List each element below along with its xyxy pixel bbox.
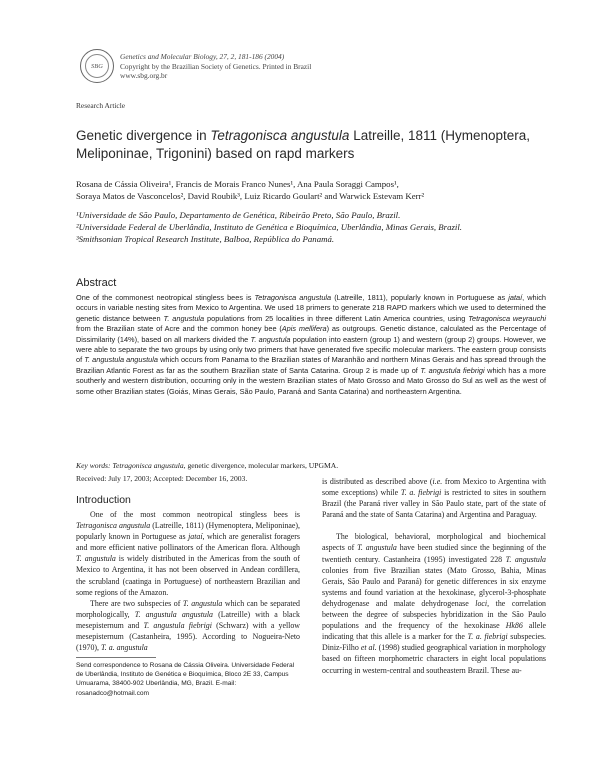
journal-logo [80,49,114,83]
body-text: is distributed as described above ( [322,477,433,486]
column-left [76,509,300,653]
intro-paragraph-1 [76,509,300,598]
species-name: Tetragonisca weyrauchi [468,313,546,323]
species-name: Tetragonisca angustula [254,293,332,302]
abstract-text: from the Brazilian state of Acre and the common honey bee ( [76,324,282,334]
affiliation-3: ³Smithsonian Tropical Research Institute, Balboa, República do Panamá. [76,233,335,244]
species-name: T. angustula [250,334,291,344]
abstract-text: , which occurs in variable nesting sites from Mexico to Argentina. We used 18 primers to generate 218 RAPD markers which we used to determined the genetic distance between [76,293,547,323]
species-name: T. a. fiebrigi [400,488,442,498]
species-name: T. a. angustula [100,643,148,653]
common-name: jataí [188,532,203,542]
term: loci [475,598,488,608]
introduction-heading: Introduction [76,494,131,506]
authors-line-1: Rosana de Cássia Oliveira¹, Francis de Morais Franco Nunes¹, Ana Paula Soraggi Campos¹, [76,179,399,189]
affiliations [76,210,546,245]
body-text: (1998) studied geographical variation in morphology based on fifteen morphometric characters in eight local populations occurring in western-central and southeastern Brazil. These au- [322,643,546,675]
keywords [76,461,546,470]
species-name: Tetragonisca angustula [76,521,151,531]
allele-name: Hk86 [505,621,523,631]
column-right [322,476,546,676]
body-text: which can be separated morphologically, [76,598,300,619]
intro-paragraph-3 [322,476,546,520]
body-text: The biological, behavioral, morphological and biochemical aspects of [322,532,546,553]
body-text: colonies from five Brazilian states (Mato Grosso, Bahia, Minas Gerais, São Paulo and Paraná) for genetic differences in six enzyme systems and found variation at the hexokinase, glycerol-3-phosphate dehydrogenase and malate dehydrogenase [322,565,546,608]
body-text: from Mexico to Argentina with some exceptions) while [322,477,546,498]
abbreviation: i.e. [432,477,443,486]
common-name: jataí [508,293,523,302]
species-name: Apis mellifera [281,324,327,334]
body-text: (Latreille, 1811) (Hymenoptera, Meliponinae), popularly known in Portuguese as [76,521,300,542]
species-name: T. angustula fiebrigi [420,365,485,375]
article-type: Research Article [76,101,126,110]
title-text-1: Genetic divergence in [76,128,211,143]
copyright-line: Copyright by the Brazilian Society of Genetics. Printed in Brazil [120,61,312,71]
abstract-text: populations from 25 localities in three different Latin America countries, using [204,313,469,323]
species-name: T. angustula angustula [134,609,213,619]
body-text: subspecies. Diniz-Filho [322,632,547,653]
species-name: T. angustula [76,554,116,564]
intro-paragraph-2 [76,598,300,653]
footnote-divider [76,657,156,658]
journal-citation: Genetics and Molecular Biology, 27, 2, 181-186 (2004) [120,52,285,61]
abstract-text: population into eastern (group 1) and western (group 2) groups. However, we were able to separate the two groups by using only two primers that have generated five specific molecular markers. The eastern group consists of [76,334,546,365]
body-text: , the correlation between the degree of subspecies hybridization in the São Paulo populations and the frequency of the hexokinase [322,598,546,631]
received-dates: Received: July 17, 2003; Accepted: December 16, 2003. [76,474,248,483]
body-text: (Latreille) with a black mesepisternum and [76,609,300,630]
journal-header [120,52,311,81]
body-text: There are two subspecies of [90,598,183,608]
journal-logo-inner: SBG [85,54,109,78]
title-text-2: Latreille, 1811 (Hymenoptera, Meliponinae, Trigonini) based on rapd markers [76,128,531,161]
affiliation-1: ¹Universidade de São Paulo, Departamento de Genética, Ribeirão Preto, São Paulo, Brazil. [76,210,401,220]
body-text: have been studied since the beginning of the twentieth century. Castanheira (1995) investigated 228 [322,543,547,564]
abstract-text: which occurs from Panama to the Brazilian states of Maranhão and northern Minas Gerais and has spread through the Brazilian Atlantic Forest as far as the southern Brazilian state of Santa Catarina. Group 2 is made up of [76,355,547,375]
journal-url[interactable]: www.sbg.org.br [120,71,168,80]
correspondence-footnote: Send correspondence to Rosana de Cássia Oliveira. Universidade Federal de Uberlândia, Instituto de Genética e Bioquímica, Bloco 2E 33, Campus Umuarama, 38400-902 Uberlândia, MG, Brazil. E-mail: rosanadco@hotmail.com [76,662,295,697]
species-name: T. angustula angustula [84,355,158,365]
body-text: (Schwarz) with a yellow mesepisternum (Castanheira, 1995). According to Nogueira-Neto (1970), [76,620,300,653]
body-text: is restricted to sites in southern Brazil (the Paraná river valley in São Paulo state, part of the state of Paraná and the state of Santa Catarina) and Argentina and Paraguay. [322,488,546,520]
title-species: Tetragonisca angustula [210,128,350,143]
species-name: T. angustula [357,543,397,553]
keywords-list: , genetic divergence, molecular markers, UPGMA. [183,461,339,470]
abstract-body [76,293,546,397]
affiliation-2: ²Universidade Federal de Uberlândia, Instituto de Genética e Bioquímica, Uberlândia, Minas Gerais, Brazil. [76,221,462,232]
authors-line-2: Soraya Matos de Vasconcelos², David Roubik³, Luiz Ricardo Goulart² and Warwick Estevam Kerr² [76,191,425,202]
abbreviation: et al. [360,643,377,653]
abstract-text: which has a more southerly and western distribution, occurring only in the western Brazilian states of Mato Grosso and Mato Grosso do Sul as well as the west of some other Brazilian states (Goiás, Minas Gerais, São Paulo, Paraná and Santa Catarina) and northeastern Argentina. [76,365,547,396]
abstract-heading: Abstract [76,277,117,289]
species-name: T. angustula [163,313,205,323]
species-name: T. a. fiebrigi [467,632,508,642]
abstract-text: (Latreille, 1811), popularly known in Portuguese as [331,293,509,302]
keywords-label: Key words: [76,461,113,470]
species-name: Tetragonisca angustula [112,461,184,470]
body-text: allele indicating that this allele is a marker for the [322,621,546,642]
abstract-text: ) as outgroups. Genetic distance, calculated as the Percentage of Dissimilarity (14%), based on all markers divided the [76,324,546,344]
paper-title [76,127,546,162]
intro-paragraph-4 [322,531,546,675]
species-name: T. angustula fiebrigi [143,620,212,630]
species-name: T. angustula [182,598,223,608]
author-list [76,178,546,202]
species-name: T. angustula [505,554,546,564]
body-text: One of the most common neotropical stingless bees is [90,510,300,519]
abstract-text: One of the commonest neotropical stingless bees is [76,293,255,302]
body-text: , which are generalist foragers and more efficient native pollinators of the American flora. Although [76,532,300,553]
body-text: is widely distributed in the Americas from the south of Mexico to Argentina, it has not been observed in Andean cordillera, the scrubland (caatinga in Portuguese) of northeastern Brazilian and some regions of the Amazon. [76,554,301,597]
